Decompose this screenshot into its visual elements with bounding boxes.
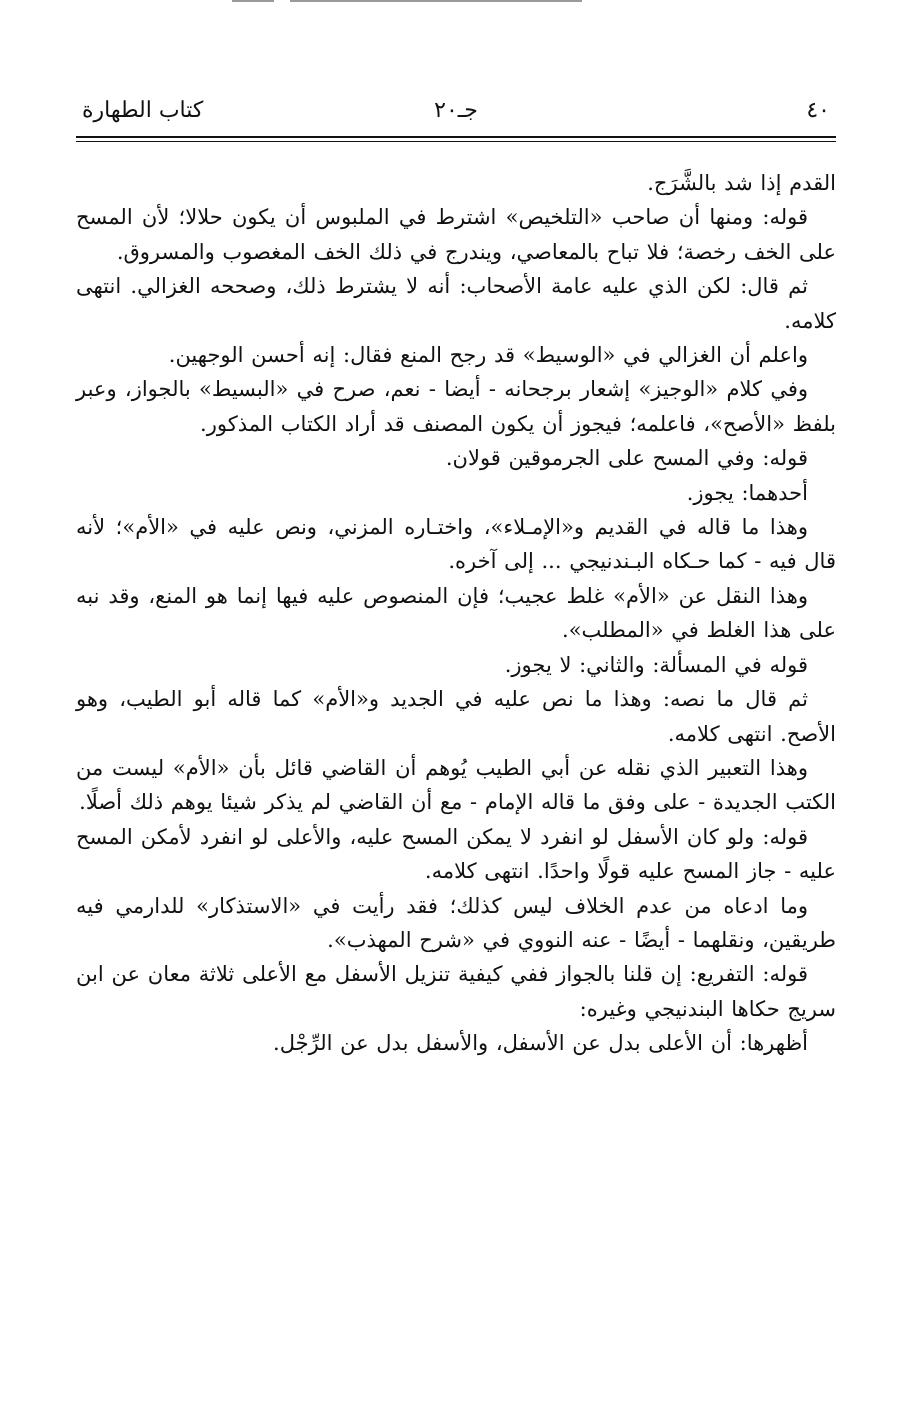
paragraph: وهذا ما قاله في القديم و«الإمـلاء»، واختـاره المزني، ونص عليه في «الأم»؛ لأنه قال فيه - كما حـكاه البـندنيجي ... إلى آخره. [76,515,836,574]
running-title: كتاب الطهارة [82,98,204,123]
paragraph: قوله في المسألة: والثاني: لا يجوز. [504,652,808,677]
top-scan-marks [0,0,914,6]
paragraph: القدم إذا شد بالشَّرَج. [647,171,836,195]
header-rule-thick [76,136,836,138]
paragraph: قوله: ومنها أن صاحب «التلخيص» اشترط في الملبوس أن يكون حلالا؛ لأن المسح على الخف رخصة؛ فلا تباح بالمعاصي، ويندرج في ذلك الخف المغصوب والمسروق. [76,205,836,264]
paragraph: وهذا النقل عن «الأم» غلط عجيب؛ فإن المنصوص عليه فيها إنما هو المنع، وقد نبه على هذا الغلط في «المطلب». [76,583,836,643]
paragraph: وما ادعاه من عدم الخلاف ليس كذلك؛ فقد رأيت في «الاستذكار» للدارمي فيه طريقين، ونقلهما - أيضًا - عنه النووي في «شرح المهذب». [76,893,836,952]
paragraph: قوله: وفي المسح على الجرموقين قولان. [445,446,808,471]
page-body [76,166,836,1061]
paragraph: أظهرها: أن الأعلى بدل عن الأسفل، والأسفل بدل عن الرِّجْل. [273,1031,808,1056]
paragraph: ثم قال ما نصه: وهذا ما نص عليه في الجديد و«الأم» كما قاله أبو الطيب، وهو الأصح. انتهى كلامه. [76,687,836,746]
paragraph: قوله: التفريع: إن قلنا بالجواز ففي كيفية تنزيل الأسفل مع الأعلى ثلاثة معان عن ابن سريج حكاها البندنيجي وغيره: [76,962,836,1021]
paragraph: قوله: ولو كان الأسفل لو انفرد لا يمكن المسح عليه، والأعلى لو انفرد لأمكن المسح عليه - جاز المسح عليه قولًا واحدًا. انتهى كلامه. [76,824,836,884]
volume-label: جـ٢٠ [434,98,478,123]
page-header [78,96,834,130]
header-rule-thin [76,141,836,142]
top-mark-left [232,0,274,2]
paragraph: ثم قال: لكن الذي عليه عامة الأصحاب: أنه لا يشترط ذلك، وصححه الغزالي. انتهى كلامه. [76,274,836,333]
paragraph: وفي كلام «الوجيز» إشعار برجحانه - أيضا - نعم، صرح في «البسيط» بالجواز، وعبر بلفظ «الأصح»، فاعلمه؛ فيجوز أن يكون المصنف قد أراد الكتاب المذكور. [76,377,836,436]
paragraph: واعلم أن الغزالي في «الوسيط» قد رجح المنع فقال: إنه أحسن الوجهين. [168,343,808,368]
paragraph: أحدهما: يجوز. [686,480,808,505]
page-number: ٤٠ [806,98,830,123]
paragraph: وهذا التعبير الذي نقله عن أبي الطيب يُوهم أن القاضي قائل بأن «الأم» ليست من الكتب الجديدة - على وفق ما قاله الإمام - مع أن القاضي لم يذكر شيئا يوهم ذلك أصلًا. [76,755,836,815]
top-mark-right [290,0,582,2]
